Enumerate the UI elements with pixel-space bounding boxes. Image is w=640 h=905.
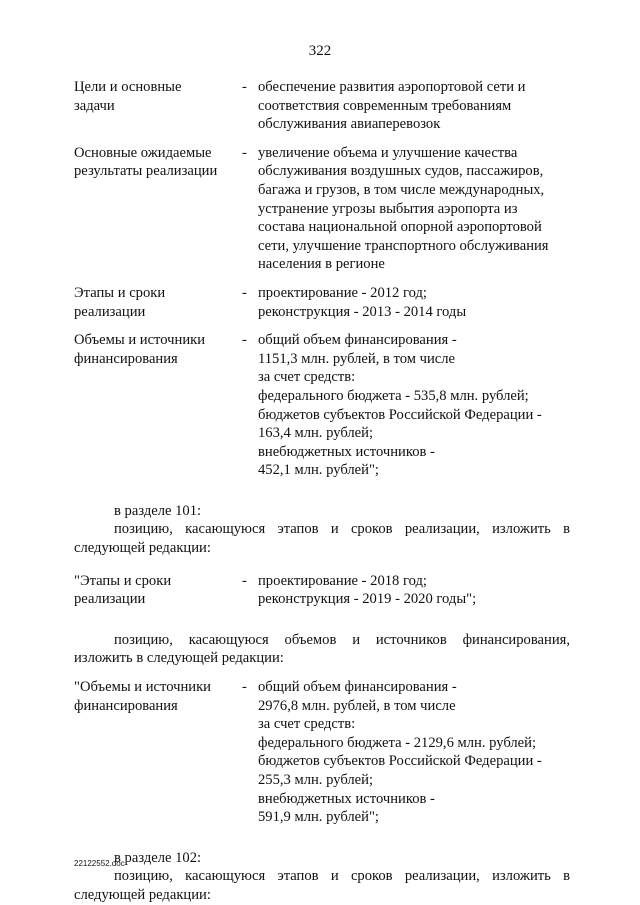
passport-row-goals bbox=[74, 78, 570, 134]
row-label: Цели и основные задачи bbox=[74, 79, 182, 114]
row-value: общий объем финансирования - 1151,3 млн. рублей, в том числе за счет средств: федерального бюджета - 535,8 млн. рублей; бюджетов субъектов Российской Федерации - 163,4 млн. рублей; внебюджетных источников - 452,1 млн. рублей"; bbox=[258, 332, 542, 479]
row-label: "Объемы и источники финансирования bbox=[74, 679, 211, 714]
funding-101-row bbox=[74, 678, 570, 827]
row-label: Объемы и источники финансирования bbox=[74, 332, 206, 367]
page-number: 322 bbox=[308, 43, 332, 59]
row-dash: - bbox=[242, 284, 247, 301]
passport-row-funding bbox=[74, 331, 570, 480]
footer-filename: 22122552.doc bbox=[74, 859, 125, 868]
passport-row-stages bbox=[74, 284, 570, 321]
row-value: увеличение объема и улучшение качества обслуживания воздушных судов, пассажиров, багажа и грузов, в том числе международных, устранение угрозы выбытия аэропорта из состава национальной опорной аэропортовой сети, улучшение транспортного обслуживания населения в регионе bbox=[258, 144, 549, 273]
row-dash: - bbox=[242, 572, 247, 589]
paragraph-101-funding: позицию, касающуюся объемов и источников финансирования, изложить в следующей редакции: bbox=[74, 631, 570, 667]
row-dash: - bbox=[242, 79, 247, 95]
row-value: проектирование - 2012 год; реконструкция - 2013 - 2014 годы bbox=[258, 284, 467, 320]
paragraph-102-stages: позицию, касающуюся этапов и сроков реализации, изложить в следующей редакции: bbox=[74, 868, 570, 903]
document-body bbox=[74, 78, 570, 905]
row-value: общий объем финансирования - 2976,8 млн. рублей, в том числе за счет средств: федерального бюджета - 2129,6 млн. рублей; бюджетов субъектов Российской Федерации - 255,3 млн. рублей; внебюджетных источников - 591,9 млн. рублей"; bbox=[258, 679, 542, 826]
row-label: "Этапы и сроки реализации bbox=[74, 572, 172, 608]
section-heading-101: в разделе 101: bbox=[114, 502, 202, 519]
row-value: проектирование - 2018 год; реконструкция - 2019 - 2020 годы"; bbox=[258, 572, 477, 608]
row-dash: - bbox=[242, 144, 247, 161]
section-heading-102: в разделе 102: bbox=[114, 849, 202, 866]
stages-101-row bbox=[74, 572, 570, 609]
row-dash: - bbox=[242, 332, 247, 349]
row-label: Основные ожидаемые результаты реализации bbox=[74, 144, 218, 180]
passport-row-results bbox=[74, 144, 570, 274]
row-label: Этапы и сроки реализации bbox=[74, 284, 166, 320]
paragraph-101-stages: позицию, касающуюся этапов и сроков реализации, изложить в следующей редакции: bbox=[74, 521, 570, 557]
row-dash: - bbox=[242, 679, 247, 696]
row-value: обеспечение развития аэропортовой сети и соответствия современным требованиям обслуживания авиаперевозок bbox=[258, 79, 526, 133]
